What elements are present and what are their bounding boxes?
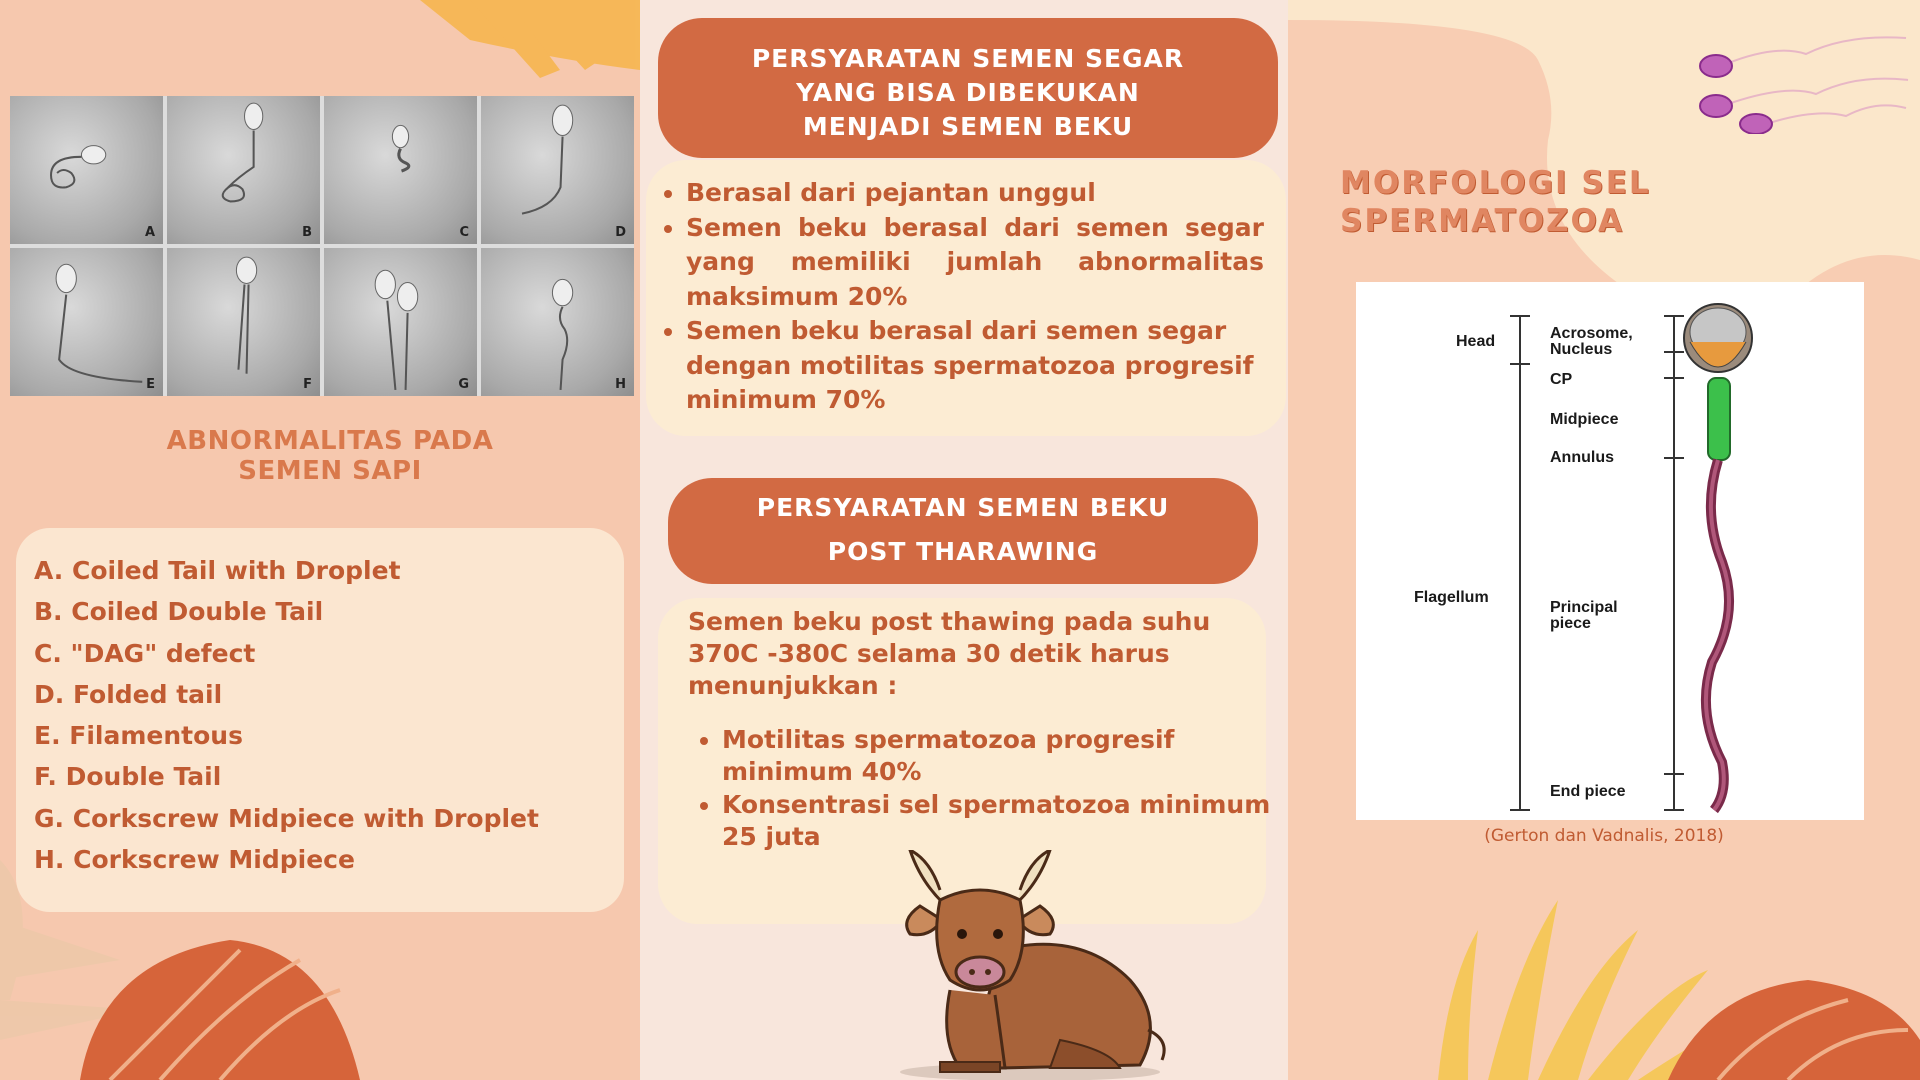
left-panel xyxy=(0,0,640,1080)
list-item: E. Filamentous xyxy=(34,721,243,751)
list-item: • Motilitas spermatozoa progresif minimum 40% xyxy=(722,724,1288,788)
label-flagellum: Flagellum xyxy=(1414,589,1489,606)
label-principal: Principal xyxy=(1550,599,1618,616)
list-item: H. Corkscrew Midpiece xyxy=(34,845,355,875)
title-line: ABNORMALITAS PADA xyxy=(166,426,494,456)
photo-double-tail xyxy=(167,248,320,396)
photo-label: F xyxy=(303,377,312,392)
list-item: • Semen beku berasal dari semen segar yang memiliki jumlah abnormalitas maksimum 20% xyxy=(686,211,1264,315)
list-item: B. Coiled Double Tail xyxy=(34,597,324,627)
photo-corkscrew-midpiece xyxy=(481,248,634,396)
photo-label: A xyxy=(144,225,155,240)
photo-label: H xyxy=(615,377,626,392)
list-item: • Konsentrasi sel spermatozoa minimum 25 juta xyxy=(722,789,1288,853)
fresh-semen-requirements-box xyxy=(646,160,1286,436)
list-item: C. "DAG" defect xyxy=(34,638,256,668)
title-line: SEMEN SAPI xyxy=(238,456,422,486)
title-line: SPERMATOZOA xyxy=(1340,203,1625,239)
fresh-semen-heading xyxy=(658,18,1278,158)
heading-line: YANG BISA DIBEKUKAN xyxy=(796,78,1140,107)
photo-label: B xyxy=(302,225,312,240)
photo-label: G xyxy=(458,377,469,392)
photo-corkscrew-midpiece-droplet xyxy=(324,248,477,396)
label-acrosome: Acrosome, xyxy=(1550,325,1633,342)
cow-illustration xyxy=(880,850,1180,1080)
photo-coiled-tail-droplet xyxy=(10,96,163,244)
label-nucleus: Nucleus xyxy=(1550,341,1613,358)
diagram-caption: (Gerton dan Vadnalis, 2018) xyxy=(1484,826,1724,846)
list-item: A. Coiled Tail with Droplet xyxy=(34,556,401,585)
middle-panel xyxy=(640,0,1288,1080)
label-end-piece: End piece xyxy=(1550,783,1626,800)
sperm-cells-decoration xyxy=(1696,24,1916,134)
heading-line: PERSYARATAN SEMEN BEKU xyxy=(756,493,1170,522)
abnormality-list xyxy=(16,528,624,880)
sperm-morphology-diagram xyxy=(1356,282,1864,820)
title-line: MORFOLOGI SEL xyxy=(1340,165,1651,201)
photo-folded-tail xyxy=(481,96,634,244)
label-annulus: Annulus xyxy=(1550,449,1614,466)
abnormality-legend-box xyxy=(16,528,624,912)
abnormality-photo-grid xyxy=(10,96,634,396)
post-thawing-heading xyxy=(668,478,1258,584)
label-head: Head xyxy=(1456,333,1496,350)
photo-dag-defect xyxy=(324,96,477,244)
photo-filamentous xyxy=(10,248,163,396)
abnormality-title xyxy=(40,426,620,486)
heading-line: MENJADI SEMEN BEKU xyxy=(802,112,1134,141)
list-item: D. Folded tail xyxy=(34,679,223,709)
heading-line: POST THARAWING xyxy=(827,537,1099,566)
photo-label: E xyxy=(146,377,155,392)
fresh-requirements-list xyxy=(646,160,1286,418)
list-item: • Berasal dari pejantan unggul xyxy=(686,176,1264,211)
photo-coiled-double-tail xyxy=(167,96,320,244)
post-thawing-intro: Semen beku post thawing pada suhu 370C -380C selama 30 detik harus menunjukkan : xyxy=(688,607,1211,700)
morphology-title xyxy=(1340,164,1740,240)
label-piece: piece xyxy=(1550,615,1591,632)
label-midpiece: Midpiece xyxy=(1550,411,1619,428)
list-item: F. Double Tail xyxy=(34,762,222,792)
sperm-structure-svg xyxy=(1356,282,1864,820)
heading-line: PERSYARATAN SEMEN SEGAR xyxy=(751,44,1185,73)
thawed-requirements-list xyxy=(694,724,1288,854)
label-cp: CP xyxy=(1550,371,1573,388)
photo-label: D xyxy=(615,225,626,240)
list-item: • Semen beku berasal dari semen segar dengan motilitas spermatozoa progresif minimum 70% xyxy=(686,314,1264,418)
photo-label: C xyxy=(459,225,469,240)
right-panel xyxy=(1288,0,1920,1080)
list-item: G. Corkscrew Midpiece with Droplet xyxy=(34,803,539,833)
